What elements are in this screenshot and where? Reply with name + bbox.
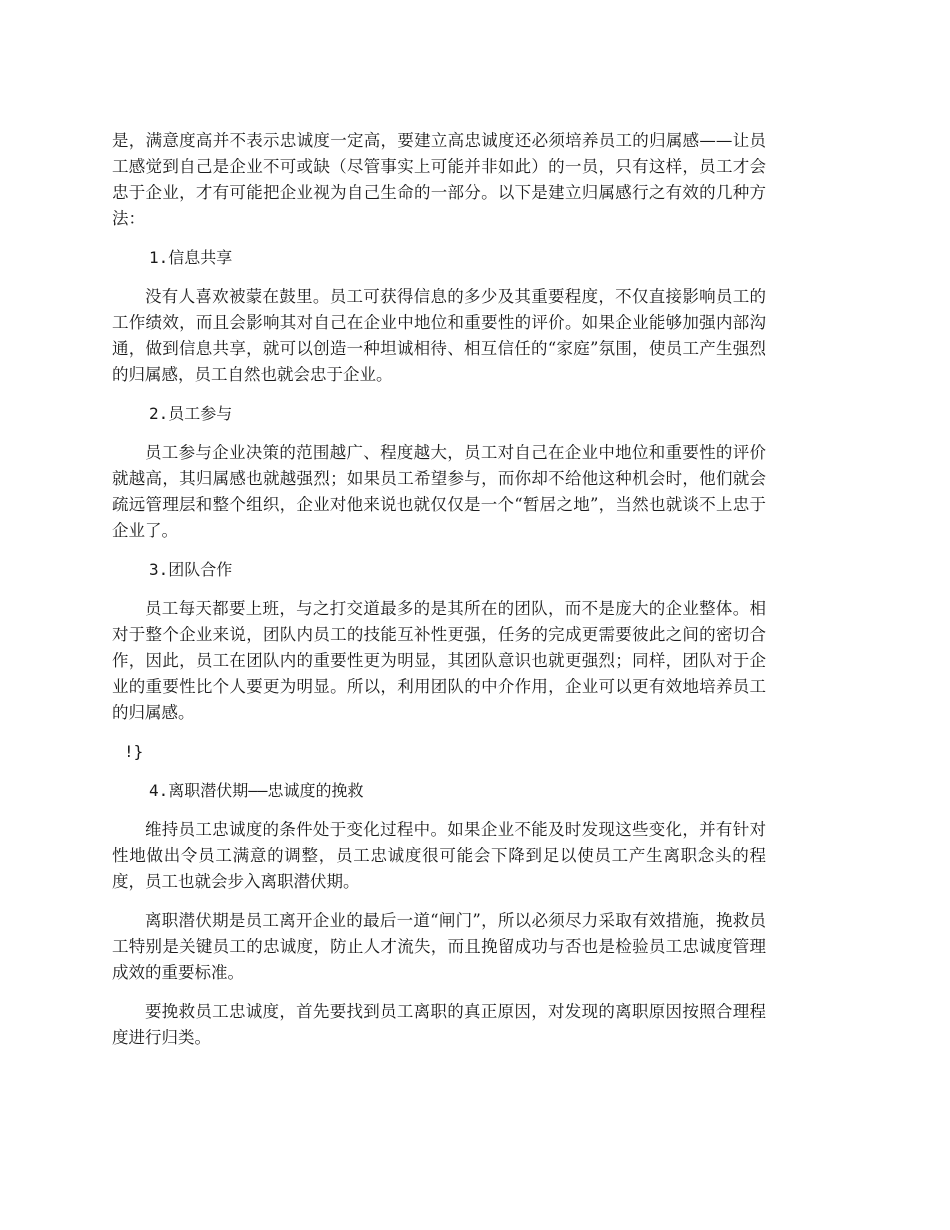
section-heading-resignation-latency: 4.离职潜伏期——忠诚度的挽救 [149, 781, 364, 800]
paragraph-team-cooperation: 员工每天都要上班，与之打交道最多的是其所在的团队，而不是庞大的企业整体。相对于整个企业来说，团队内员工的技能互补性更强，任务的完成更需要彼此之间的密切合作，因此，员工在团队内的重要性更为明显，其团队意识也就更强烈；同样，团队对于企业的重要性比个人要更为明显。所以，利用团队的中介作用，企业可以更有效地培养员工的归属感。 [112, 599, 766, 722]
paragraph-resignation-latency-1: 维持员工忠诚度的条件处于变化过程中。如果企业不能及时发现这些变化，并有针对性地做出令员工满意的调整，员工忠诚度很可能会下降到足以使员工产生离职念头的程度，员工也就会步入离职潜伏期。 [112, 820, 766, 891]
paragraph-employee-participation: 员工参与企业决策的范围越广、程度越大，员工对自己在企业中地位和重要性的评价就越高，其归属感也就越强烈；如果员工希望参与，而你却不给他这种机会时，他们就会疏远管理层和整个组织，企业对他来说也就仅仅是一个“暂居之地”，当然也就谈不上忠于企业了。 [112, 443, 766, 540]
document-body [112, 128, 766, 1064]
paragraph-resignation-latency-3: 要挽救员工忠诚度，首先要找到员工离职的真正原因，对发现的离职原因按照合理程度进行归类。 [112, 1002, 766, 1047]
stray-text: !} [124, 742, 144, 761]
paragraph-info-sharing: 没有人喜欢被蒙在鼓里。员工可获得信息的多少及其重要程度，不仅直接影响员工的工作绩效，而且会影响其对自己在企业中地位和重要性的评价。如果企业能够加强内部沟通，做到信息共享，就可以创造一种坦诚相待、相互信任的“家庭”氛围，使员工产生强烈的归属感，员工自然也就会忠于企业。 [112, 287, 766, 384]
section-heading-team-cooperation: 3.团队合作 [149, 560, 233, 579]
section-heading-employee-participation: 2.员工参与 [149, 404, 233, 423]
intro-paragraph: 是，满意度高并不表示忠诚度一定高，要建立高忠诚度还必须培养员工的归属感——让员工感觉到自己是企业不可或缺（尽管事实上可能并非如此）的一员，只有这样，员工才会忠于企业，才有可能把企业视为自己生命的一部分。以下是建立归属感行之有效的几种方法： [112, 131, 766, 228]
paragraph-resignation-latency-2: 离职潜伏期是员工离开企业的最后一道“闸门”，所以必须尽力采取有效措施，挽救员工特别是关键员工的忠诚度，防止人才流失，而且挽留成功与否也是检验员工忠诚度管理成效的重要标准。 [112, 911, 766, 982]
section-heading-info-sharing: 1.信息共享 [149, 248, 233, 267]
